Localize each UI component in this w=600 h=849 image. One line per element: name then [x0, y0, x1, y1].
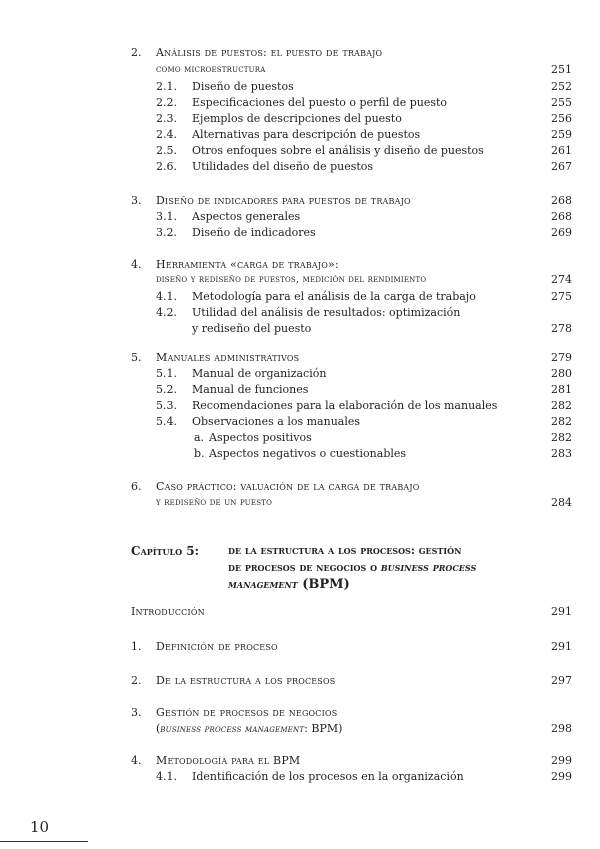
section-title: Introducción — [131, 605, 205, 618]
item-label: Especificaciones del puesto o perfil de puesto — [192, 96, 448, 109]
toc-subitem — [0, 431, 600, 445]
item-label: Utilidad del análisis de resultados: optimización — [192, 306, 461, 319]
page-number: 274 — [551, 273, 572, 286]
toc-section — [0, 480, 600, 494]
page-number: 279 — [551, 351, 572, 364]
section-number: 2. — [131, 674, 142, 687]
title-part: : BPM) — [304, 722, 343, 735]
toc-section — [0, 46, 600, 60]
section-number: 6. — [131, 480, 142, 493]
subitem-label: Aspectos positivos — [209, 431, 312, 444]
page-number: 284 — [551, 496, 572, 509]
section-title-cont: y rediseño de un puesto — [156, 497, 273, 508]
toc-item — [0, 96, 600, 110]
section-title-cont: como microestructura — [156, 64, 266, 75]
item-number: 2.2. — [156, 96, 177, 109]
item-label: Diseño de puestos — [192, 80, 294, 93]
page-number: 299 — [551, 754, 572, 767]
toc-item — [0, 144, 600, 158]
toc-item — [0, 80, 600, 94]
page-number: 259 — [551, 128, 572, 141]
page-number: 252 — [551, 80, 572, 93]
item-number: 5.4. — [156, 415, 177, 428]
page-number: 269 — [551, 226, 572, 239]
toc-item — [0, 399, 600, 413]
section-title: Análisis de puestos: el puesto de trabajo — [156, 46, 383, 59]
section-number: 5. — [131, 351, 142, 364]
chapter-title-cont — [228, 560, 476, 576]
toc-item-cont — [0, 322, 600, 336]
footer-rule — [0, 841, 88, 842]
toc-section — [0, 706, 600, 720]
section-title: Diseño de indicadores para puestos de trabajo — [156, 194, 411, 207]
toc-item — [0, 383, 600, 397]
chapter-title-italic: business process — [380, 561, 477, 574]
toc-section — [0, 674, 600, 688]
page-number: 281 — [551, 383, 572, 396]
section-title: Herramienta «carga de trabajo»: — [156, 258, 339, 271]
item-label: Observaciones a los manuales — [192, 415, 361, 428]
item-label: Ejemplos de descripciones del puesto — [192, 112, 402, 125]
item-number: 4.2. — [156, 306, 177, 319]
chapter-title: de la estructura a los procesos: gestión — [228, 544, 462, 557]
item-number: 3.1. — [156, 210, 177, 223]
page-number: 280 — [551, 367, 572, 380]
section-title: Metodología para el BPM — [156, 754, 301, 767]
item-label: Diseño de indicadores — [192, 226, 316, 239]
item-label: Manual de funciones — [192, 383, 309, 396]
chapter-heading-cont — [0, 577, 600, 593]
page-number: 297 — [551, 674, 572, 687]
item-label-cont: y rediseño del puesto — [192, 322, 312, 335]
toc-section — [0, 258, 600, 272]
page-number: 268 — [551, 194, 572, 207]
page-number: 251 — [551, 63, 572, 76]
page-number: 267 — [551, 160, 572, 173]
section-number: 2. — [131, 46, 142, 59]
page-number: 275 — [551, 290, 572, 303]
toc-section-cont — [0, 722, 600, 736]
section-number: 4. — [131, 754, 142, 767]
toc-section-cont — [0, 273, 600, 287]
item-label: Alternativas para descripción de puestos — [192, 128, 421, 141]
page-number: 261 — [551, 144, 572, 157]
chapter-title-part: (BPM) — [297, 577, 350, 592]
toc-item — [0, 415, 600, 429]
chapter-title-italic: management — [228, 578, 298, 591]
item-label: Metodología para el análisis de la carga de trabajo — [192, 290, 476, 303]
page-number: 255 — [551, 96, 572, 109]
toc-section-cont — [0, 496, 600, 510]
subitem-letter: a. — [194, 431, 205, 444]
chapter-heading — [0, 543, 600, 559]
section-number: 3. — [131, 706, 142, 719]
section-title: Manuales administrativos — [156, 351, 300, 364]
item-number: 4.1. — [156, 770, 177, 783]
subitem-label: Aspectos negativos o cuestionables — [209, 447, 407, 460]
page-number: 268 — [551, 210, 572, 223]
toc-item — [0, 770, 600, 784]
section-number: 3. — [131, 194, 142, 207]
item-number: 5.2. — [156, 383, 177, 396]
page-number: 282 — [551, 415, 572, 428]
item-label: Utilidades del diseño de puestos — [192, 160, 374, 173]
toc-section — [0, 754, 600, 768]
item-number: 3.2. — [156, 226, 177, 239]
item-label: Identificación de los procesos en la organización — [192, 770, 464, 783]
page-number: 291 — [551, 640, 572, 653]
item-number: 2.5. — [156, 144, 177, 157]
item-number: 2.4. — [156, 128, 177, 141]
section-title: Caso práctico: valuación de la carga de trabajo — [156, 480, 420, 493]
page-number: 298 — [551, 722, 572, 735]
toc-item — [0, 210, 600, 224]
toc-section-cont — [0, 63, 600, 77]
item-number: 2.1. — [156, 80, 177, 93]
item-number: 2.3. — [156, 112, 177, 125]
toc-item — [0, 112, 600, 126]
item-number: 2.6. — [156, 160, 177, 173]
toc-item — [0, 128, 600, 142]
toc-item — [0, 290, 600, 304]
toc-item — [0, 306, 600, 320]
item-label: Aspectos generales — [192, 210, 301, 223]
chapter-title-part: de procesos de negocios o — [228, 561, 381, 574]
item-number: 4.1. — [156, 290, 177, 303]
toc-item — [0, 226, 600, 240]
toc-section — [0, 194, 600, 208]
toc-section — [0, 605, 600, 619]
toc-section — [0, 640, 600, 654]
page-number: 282 — [551, 431, 572, 444]
toc-item — [0, 367, 600, 381]
section-title: Definición de proceso — [156, 640, 278, 653]
item-label: Otros enfoques sobre el análisis y diseño de puestos — [192, 144, 484, 157]
page-number: 282 — [551, 399, 572, 412]
item-label: Manual de organización — [192, 367, 327, 380]
item-number: 5.3. — [156, 399, 177, 412]
section-title-cont — [156, 722, 342, 737]
section-title-cont: diseño y rediseño de puestos, medición del rendimiento — [156, 274, 427, 285]
toc-section — [0, 351, 600, 365]
toc-item — [0, 160, 600, 174]
page-folio: 10 — [30, 818, 50, 836]
page-number: 283 — [551, 447, 572, 460]
item-label: Recomendaciones para la elaboración de los manuales — [192, 399, 498, 412]
section-title: De la estructura a los procesos — [156, 674, 336, 687]
page-number: 278 — [551, 322, 572, 335]
page-number: 299 — [551, 770, 572, 783]
chapter-heading-cont — [0, 560, 600, 576]
title-italic: business process management — [160, 724, 305, 735]
chapter-label: Capítulo 5: — [131, 544, 199, 558]
chapter-title-cont — [228, 577, 350, 593]
toc-subitem — [0, 447, 600, 461]
title-part: ( — [156, 722, 161, 735]
item-number: 5.1. — [156, 367, 177, 380]
section-number: 4. — [131, 258, 142, 271]
page-number: 256 — [551, 112, 572, 125]
page-number: 291 — [551, 605, 572, 618]
section-number: 1. — [131, 640, 142, 653]
subitem-letter: b. — [194, 447, 205, 460]
section-title: Gestión de procesos de negocios — [156, 706, 338, 719]
